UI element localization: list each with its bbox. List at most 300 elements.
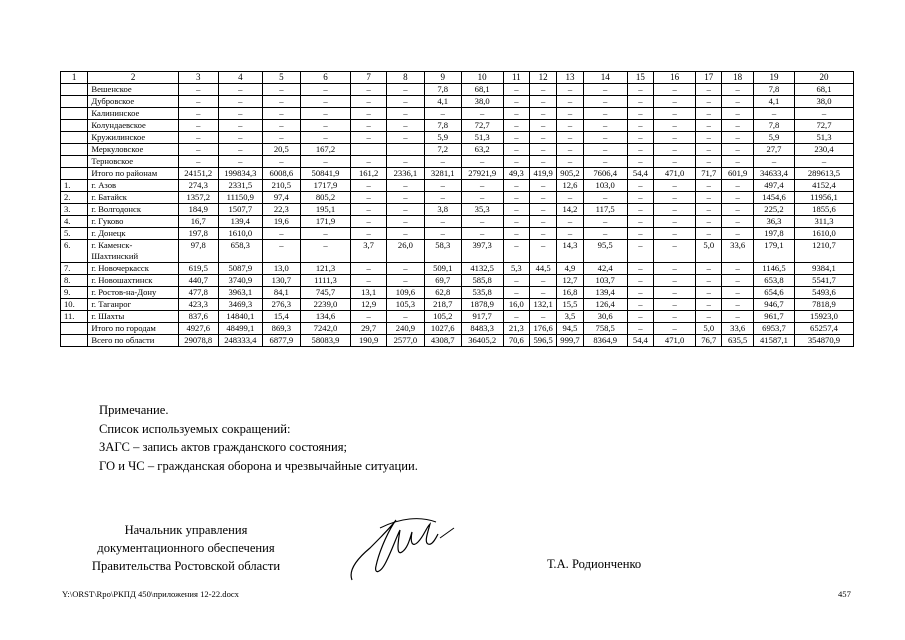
table-cell: 121,3 — [300, 263, 350, 275]
table-cell: – — [654, 323, 696, 335]
table-cell: 50841,9 — [300, 168, 350, 180]
table-cell: 105,3 — [386, 299, 424, 311]
row-name: г. Новошахтинск — [88, 275, 178, 287]
table-cell: – — [557, 132, 583, 144]
table-cell: – — [627, 180, 653, 192]
table-cell: 311,3 — [794, 216, 853, 228]
table-cell: – — [503, 156, 529, 168]
column-header: 5 — [262, 72, 300, 84]
table-cell: – — [503, 84, 529, 96]
table-row — [61, 84, 854, 96]
row-name: г. Гуково — [88, 216, 178, 228]
column-header: 8 — [386, 72, 424, 84]
row-number: 6. — [61, 240, 88, 263]
table-cell: 76,7 — [696, 335, 722, 347]
signatory-line-2: документационного обеспечения — [97, 541, 275, 555]
table-cell: – — [753, 156, 794, 168]
table-cell: – — [583, 228, 627, 240]
table-cell: 197,8 — [178, 228, 218, 240]
table-cell: – — [503, 180, 529, 192]
table-cell: – — [351, 108, 387, 120]
table-cell: 4,1 — [424, 96, 461, 108]
column-header: 15 — [627, 72, 653, 84]
table-cell: 14840,1 — [218, 311, 262, 323]
table-cell: – — [503, 204, 529, 216]
table-row — [61, 204, 854, 216]
table-cell: – — [557, 228, 583, 240]
signatory-line-3: Правительства Ростовской области — [91, 559, 281, 573]
row-number: 4. — [61, 216, 88, 228]
table-cell: 248333,4 — [218, 335, 262, 347]
table-cell: 16,0 — [503, 299, 529, 311]
table-cell: – — [557, 96, 583, 108]
table-cell: 999,7 — [557, 335, 583, 347]
column-header: 10 — [461, 72, 503, 84]
table-row — [61, 287, 854, 299]
table-cell: – — [696, 120, 722, 132]
row-name: г. Новочеркасск — [88, 263, 178, 275]
table-cell: – — [627, 240, 653, 263]
table-row — [61, 144, 854, 156]
table-cell: 3,5 — [557, 311, 583, 323]
table-cell: – — [386, 108, 424, 120]
table-header-row — [61, 72, 854, 84]
table-cell: – — [696, 204, 722, 216]
table-cell: 97,8 — [178, 240, 218, 263]
table-cell: – — [654, 96, 696, 108]
table-cell: – — [722, 108, 754, 120]
table-cell: – — [262, 84, 300, 96]
note-abbr-gochs: ГО и ЧС – гражданская оборона и чрезвычайные ситуации. — [99, 458, 418, 473]
row-name: г. Батайск — [88, 192, 178, 204]
table-cell: 274,3 — [178, 180, 218, 192]
table-cell: 658,3 — [218, 240, 262, 263]
table-cell: 3740,9 — [218, 275, 262, 287]
column-header: 3 — [178, 72, 218, 84]
table-cell: – — [654, 156, 696, 168]
table-cell: – — [722, 144, 754, 156]
table-cell: – — [351, 228, 387, 240]
table-cell: 3,8 — [424, 204, 461, 216]
table-cell: 837,6 — [178, 311, 218, 323]
table-cell: 42,4 — [583, 263, 627, 275]
column-header: 9 — [424, 72, 461, 84]
table-cell: – — [627, 84, 653, 96]
table-cell: – — [722, 216, 754, 228]
row-number: 7. — [61, 263, 88, 275]
table-cell: – — [503, 287, 529, 299]
table-cell: – — [654, 311, 696, 323]
table-cell: – — [583, 216, 627, 228]
table-cell: – — [503, 108, 529, 120]
table-row — [61, 168, 854, 180]
row-name: Итого по городам — [88, 323, 178, 335]
table-row — [61, 311, 854, 323]
table-cell: 139,4 — [218, 216, 262, 228]
table-cell: – — [262, 156, 300, 168]
table-cell: – — [627, 96, 653, 108]
table-cell: 29078,8 — [178, 335, 218, 347]
table-cell: 34633,4 — [753, 168, 794, 180]
table-cell: – — [386, 275, 424, 287]
table-cell: – — [722, 311, 754, 323]
table-cell: 84,1 — [262, 287, 300, 299]
table-cell: 7,8 — [424, 120, 461, 132]
table-cell: 2239,0 — [300, 299, 350, 311]
table-cell: – — [300, 120, 350, 132]
table-cell: 20,5 — [262, 144, 300, 156]
table-cell: 240,9 — [386, 323, 424, 335]
table-row — [61, 335, 854, 347]
table-cell: 276,3 — [262, 299, 300, 311]
table-cell: – — [722, 120, 754, 132]
table-cell: 12,9 — [351, 299, 387, 311]
table-cell: 13,1 — [351, 287, 387, 299]
table-cell: – — [627, 192, 653, 204]
table-cell: 19,6 — [262, 216, 300, 228]
table-cell: 2336,1 — [386, 168, 424, 180]
row-name: г. Азов — [88, 180, 178, 192]
table-row — [61, 180, 854, 192]
table-cell: – — [654, 240, 696, 263]
handwritten-signature — [340, 508, 460, 588]
table-cell: – — [503, 240, 529, 263]
table-cell: 179,1 — [753, 240, 794, 263]
table-cell: – — [461, 228, 503, 240]
table-cell: – — [178, 120, 218, 132]
table-cell: 9384,1 — [794, 263, 853, 275]
table-cell: – — [529, 96, 556, 108]
table-cell: 27921,9 — [461, 168, 503, 180]
table-cell: – — [300, 240, 350, 263]
row-number: 3. — [61, 204, 88, 216]
table-cell: – — [557, 216, 583, 228]
table-cell: 5,9 — [753, 132, 794, 144]
table-cell: 7,8 — [753, 84, 794, 96]
table-cell: – — [351, 96, 387, 108]
table-cell: 11956,1 — [794, 192, 853, 204]
table-cell: – — [503, 192, 529, 204]
column-header: 1 — [61, 72, 88, 84]
table-cell: – — [300, 84, 350, 96]
column-header: 6 — [300, 72, 350, 84]
table-cell: – — [503, 228, 529, 240]
column-header: 18 — [722, 72, 754, 84]
row-name: г. Каменск-Шахтинский — [88, 240, 178, 263]
row-number — [61, 132, 88, 144]
table-cell: – — [696, 132, 722, 144]
row-name: г. Шахты — [88, 311, 178, 323]
table-cell: – — [300, 132, 350, 144]
table-cell: – — [178, 132, 218, 144]
table-cell: 97,4 — [262, 192, 300, 204]
table-cell: 1878,9 — [461, 299, 503, 311]
table-cell: – — [424, 156, 461, 168]
table-cell: – — [627, 120, 653, 132]
table-cell: 1610,0 — [794, 228, 853, 240]
row-name: г. Таганрог — [88, 299, 178, 311]
table-cell: 7,2 — [424, 144, 461, 156]
row-number — [61, 144, 88, 156]
table-cell: – — [218, 96, 262, 108]
table-cell: – — [424, 192, 461, 204]
table-cell: 397,3 — [461, 240, 503, 263]
table-cell: – — [654, 84, 696, 96]
table-cell: 5,9 — [424, 132, 461, 144]
table-cell: – — [178, 84, 218, 96]
row-name: г. Волгодонск — [88, 204, 178, 216]
table-cell: – — [627, 323, 653, 335]
table-cell: – — [262, 240, 300, 263]
table-cell: – — [722, 275, 754, 287]
table-cell: 49,3 — [503, 168, 529, 180]
table-cell: – — [654, 192, 696, 204]
table-cell: – — [722, 132, 754, 144]
row-number: 5. — [61, 228, 88, 240]
table-cell: – — [696, 216, 722, 228]
table-cell: 1454,6 — [753, 192, 794, 204]
table-cell: – — [557, 84, 583, 96]
table-cell: 7242,0 — [300, 323, 350, 335]
column-header: 11 — [503, 72, 529, 84]
table-cell: 176,6 — [529, 323, 556, 335]
note-abbr-zags: ЗАГС – запись актов гражданского состояния; — [99, 440, 348, 454]
table-cell: 497,4 — [753, 180, 794, 192]
column-header: 12 — [529, 72, 556, 84]
table-cell: – — [696, 84, 722, 96]
table-cell: – — [503, 144, 529, 156]
row-name: Калининское — [88, 108, 178, 120]
table-cell: 126,4 — [583, 299, 627, 311]
table-cell: 7,8 — [753, 120, 794, 132]
table-cell: 51,3 — [794, 132, 853, 144]
table-cell: – — [722, 299, 754, 311]
table-cell: – — [557, 108, 583, 120]
table-cell: – — [627, 108, 653, 120]
table-cell: 3963,1 — [218, 287, 262, 299]
table-cell: 354870,9 — [794, 335, 853, 347]
table-cell: 5087,9 — [218, 263, 262, 275]
table-cell: – — [722, 84, 754, 96]
table-cell — [351, 144, 387, 156]
table-cell: 440,7 — [178, 275, 218, 287]
table-cell: – — [654, 108, 696, 120]
table-cell: 184,9 — [178, 204, 218, 216]
column-header: 2 — [88, 72, 178, 84]
table-cell: 130,7 — [262, 275, 300, 287]
table-cell: – — [627, 228, 653, 240]
table-row — [61, 96, 854, 108]
signatory-title — [67, 521, 305, 575]
table-cell: 15,5 — [557, 299, 583, 311]
row-number — [61, 335, 88, 347]
table-cell: – — [461, 180, 503, 192]
footer-page-number: 457 — [838, 589, 851, 599]
table-cell: – — [529, 84, 556, 96]
table-cell: – — [386, 84, 424, 96]
note-title: Примечание. — [99, 403, 169, 417]
table-cell: – — [529, 204, 556, 216]
table-cell: – — [351, 132, 387, 144]
table-cell: – — [654, 275, 696, 287]
table-cell: 225,2 — [753, 204, 794, 216]
row-number: 10. — [61, 299, 88, 311]
table-cell: 11150,9 — [218, 192, 262, 204]
table-cell: – — [351, 120, 387, 132]
table-cell: – — [627, 204, 653, 216]
table-cell: 509,1 — [424, 263, 461, 275]
table-cell: – — [461, 192, 503, 204]
table-cell: 619,5 — [178, 263, 218, 275]
table-cell: – — [300, 156, 350, 168]
table-cell: 68,1 — [461, 84, 503, 96]
table-cell: – — [722, 96, 754, 108]
table-cell: – — [557, 156, 583, 168]
table-cell: 423,3 — [178, 299, 218, 311]
row-name: Меркуловское — [88, 144, 178, 156]
table-cell: – — [583, 156, 627, 168]
table-cell: 54,4 — [627, 168, 653, 180]
table-cell: – — [583, 120, 627, 132]
table-cell: 477,8 — [178, 287, 218, 299]
table-cell: – — [386, 156, 424, 168]
table-cell: – — [262, 120, 300, 132]
note-abbr-title: Список используемых сокращений: — [99, 421, 291, 436]
table-cell: 167,2 — [300, 144, 350, 156]
table-cell: – — [654, 216, 696, 228]
row-number: 1. — [61, 180, 88, 192]
table-cell: 805,2 — [300, 192, 350, 204]
table-cell: 635,5 — [722, 335, 754, 347]
table-cell: 5,3 — [503, 263, 529, 275]
table-cell: – — [386, 192, 424, 204]
table-row — [61, 263, 854, 275]
row-number — [61, 84, 88, 96]
table-cell: – — [503, 96, 529, 108]
table-cell: – — [654, 204, 696, 216]
table-cell: – — [722, 287, 754, 299]
table-cell: 946,7 — [753, 299, 794, 311]
table-cell: 4927,6 — [178, 323, 218, 335]
table-cell: – — [529, 132, 556, 144]
table-cell: 117,5 — [583, 204, 627, 216]
table-cell: – — [351, 311, 387, 323]
table-cell: – — [627, 299, 653, 311]
table-cell: – — [424, 180, 461, 192]
table-cell: 29,7 — [351, 323, 387, 335]
table-cell: 103,7 — [583, 275, 627, 287]
table-cell: 654,6 — [753, 287, 794, 299]
table-cell: 51,3 — [461, 132, 503, 144]
table-cell: – — [386, 216, 424, 228]
signatory-name: Т.А. Родионченко — [547, 557, 642, 571]
table-row — [61, 156, 854, 168]
table-cell: – — [262, 132, 300, 144]
table-cell: 35,3 — [461, 204, 503, 216]
row-number: 9. — [61, 287, 88, 299]
table-cell: 7,8 — [424, 84, 461, 96]
table-cell: 71,7 — [696, 168, 722, 180]
table-cell: 58083,9 — [300, 335, 350, 347]
table-cell: – — [218, 84, 262, 96]
table-cell: – — [503, 311, 529, 323]
footer-file-path: Y:\ORST\Rpo\РКПД 450\приложения 12-22.docx — [62, 589, 239, 599]
table-cell: – — [386, 311, 424, 323]
table-cell: 103,0 — [583, 180, 627, 192]
table-cell: – — [654, 299, 696, 311]
row-name: Терновское — [88, 156, 178, 168]
table-cell: 134,6 — [300, 311, 350, 323]
table-row — [61, 120, 854, 132]
table-cell: – — [654, 180, 696, 192]
row-name: г. Донецк — [88, 228, 178, 240]
table-cell: 12,7 — [557, 275, 583, 287]
table-cell: – — [386, 263, 424, 275]
table-cell: 109,6 — [386, 287, 424, 299]
column-header: 16 — [654, 72, 696, 84]
table-cell: – — [583, 96, 627, 108]
table-cell: 1027,6 — [424, 323, 461, 335]
column-header: 14 — [583, 72, 627, 84]
table-cell: 471,0 — [654, 168, 696, 180]
table-cell: – — [503, 120, 529, 132]
table-cell: – — [583, 192, 627, 204]
table-cell: 2577,0 — [386, 335, 424, 347]
table-cell: – — [627, 156, 653, 168]
table-cell: 38,0 — [794, 96, 853, 108]
table-cell: 5541,7 — [794, 275, 853, 287]
table-cell: – — [696, 180, 722, 192]
table-cell: – — [351, 204, 387, 216]
table-cell: 4,1 — [753, 96, 794, 108]
table-cell: 6008,6 — [262, 168, 300, 180]
table-cell: 1717,9 — [300, 180, 350, 192]
table-cell: 5,0 — [696, 240, 722, 263]
table-cell: 1210,7 — [794, 240, 853, 263]
table-cell: 54,4 — [627, 335, 653, 347]
table-cell: 218,7 — [424, 299, 461, 311]
table-cell: 38,0 — [461, 96, 503, 108]
table-cell: 6953,7 — [753, 323, 794, 335]
table-row — [61, 299, 854, 311]
table-cell: – — [300, 228, 350, 240]
table-cell: 15923,0 — [794, 311, 853, 323]
table-cell: 63,2 — [461, 144, 503, 156]
table-row — [61, 240, 854, 263]
table-cell: – — [696, 275, 722, 287]
table-cell: 16,7 — [178, 216, 218, 228]
table-cell: – — [424, 228, 461, 240]
table-cell: 95,5 — [583, 240, 627, 263]
table-cell: 58,3 — [424, 240, 461, 263]
row-name: г. Ростов-на-Дону — [88, 287, 178, 299]
table-cell: – — [461, 108, 503, 120]
table-cell: – — [722, 180, 754, 192]
table-cell: – — [627, 287, 653, 299]
table-cell: – — [461, 156, 503, 168]
table-cell: 8483,3 — [461, 323, 503, 335]
table-cell: – — [696, 299, 722, 311]
table-cell: 596,5 — [529, 335, 556, 347]
table-cell: 36405,2 — [461, 335, 503, 347]
row-name: Вешенское — [88, 84, 178, 96]
table-cell: – — [557, 120, 583, 132]
table-cell: – — [654, 120, 696, 132]
row-name: Колундаевское — [88, 120, 178, 132]
table-cell: 15,4 — [262, 311, 300, 323]
table-cell: 1146,5 — [753, 263, 794, 275]
table-cell: 471,0 — [654, 335, 696, 347]
